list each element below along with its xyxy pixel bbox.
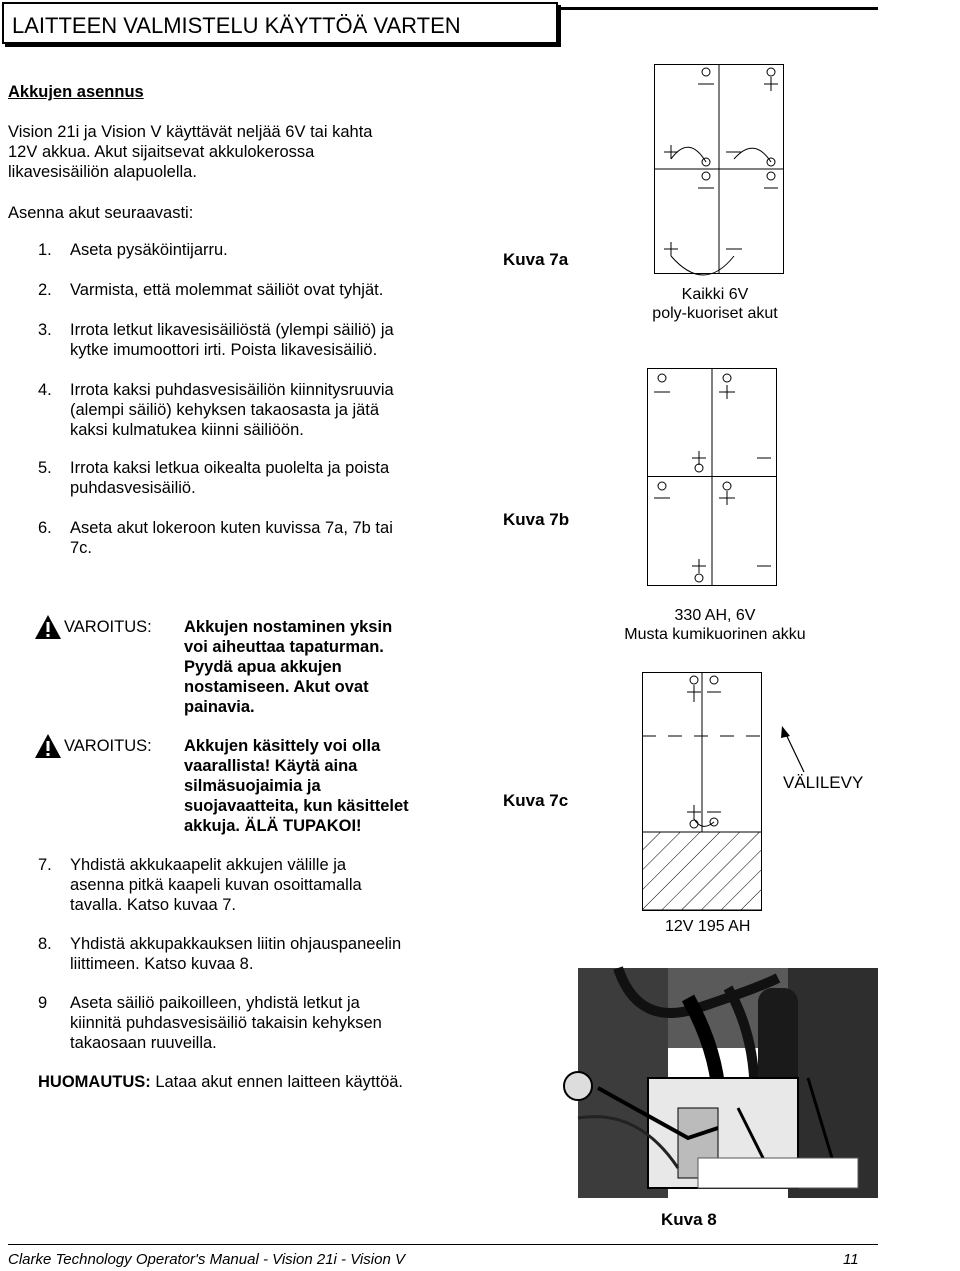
step-number: 2.: [38, 281, 52, 299]
step-line: kiinnitä puhdasvesisäiliö takaisin kehyksen: [70, 1014, 382, 1032]
header-rule: [558, 7, 878, 10]
battery-compartment-photo: [578, 968, 878, 1198]
page-number: 11: [843, 1251, 859, 1268]
steps-list-b: [0, 0, 480, 1060]
caption-line: Kaikki 6V: [681, 286, 749, 303]
note: [38, 1072, 403, 1092]
step-line: 7c.: [70, 539, 93, 557]
figure-7c-caption: [600, 606, 830, 644]
step-number: 6.: [38, 519, 52, 537]
note-label: HUOMAUTUS:: [38, 1073, 151, 1091]
step-text: [70, 993, 450, 1053]
warning-line: akkuja. ÄLÄ TUPAKOI!: [184, 817, 362, 835]
caption-line: poly-kuoriset akut: [652, 305, 778, 322]
figure-7a-label: Kuva 7a: [503, 250, 569, 269]
figure-7b-label: Kuva 7b: [503, 510, 570, 529]
warning-line: painavia.: [184, 698, 255, 716]
step-line: tavalla. Katso kuvaa 7.: [70, 896, 237, 914]
step-text: [70, 934, 450, 974]
battery-diagram-7b: [647, 368, 777, 586]
step-line: puhdasvesisäiliö.: [70, 479, 196, 497]
step-line: Varmista, että molemmat säiliöt ovat tyhjät.: [70, 281, 384, 299]
caption-line: 330 AH, 6V: [674, 607, 756, 624]
footer-rule: [8, 1244, 878, 1245]
figure-7a-caption: [640, 285, 790, 323]
step-line: Irrota letkut likavesisäiliöstä (ylempi säiliö) ja: [70, 321, 394, 339]
step-line: Aseta säiliö paikoilleen, yhdistä letkut ja: [70, 994, 360, 1012]
battery-diagram-7a: [654, 64, 784, 274]
intro-line: Vision 21i ja Vision V käyttävät neljää 6V tai kahta: [8, 123, 373, 141]
step-line: kaksi kulmatukea kiinni säiliöön.: [70, 421, 304, 439]
page-title: LAITTEEN VALMISTELU KÄYTTÖÄ VARTEN: [12, 13, 461, 38]
warning-line: silmäsuojaimia ja: [184, 777, 321, 795]
step-number: 7.: [38, 856, 52, 874]
step-line: Aseta akut lokeroon kuten kuvissa 7a, 7b tai: [70, 519, 393, 537]
step-line: kytke imumoottori irti. Poista likavesisäiliö.: [70, 341, 378, 359]
figure-7c-label: Kuva 7c: [503, 791, 569, 810]
step-number: 1.: [38, 241, 52, 259]
step-line: Aseta pysäköintijarru.: [70, 241, 228, 259]
section-heading: Akkujen asennus: [8, 83, 144, 101]
intro-lead: Asenna akut seuraavasti:: [8, 204, 194, 222]
step-line: (alempi säiliö) kehyksen takaosasta ja jätä: [70, 401, 380, 419]
battery-diagram-7c: [642, 672, 762, 912]
warning-label: VAROITUS:: [64, 737, 152, 755]
step-line: Yhdistä akkupakkauksen liitin ohjauspaneelin: [70, 935, 402, 953]
step-line: takaosaan ruuveilla.: [70, 1034, 217, 1052]
intro-line: 12V akkua. Akut sijaitsevat akkulokerossa: [8, 143, 315, 161]
step-line: Yhdistä akkukaapelit akkujen välille ja: [70, 856, 347, 874]
step-line: Irrota kaksi puhdasvesisäiliön kiinnitysruuvia: [70, 381, 394, 399]
intro-line: likavesisäiliön alapuolella.: [8, 163, 197, 181]
note-text: Lataa akut ennen laitteen käyttöä.: [150, 1073, 404, 1091]
figure-8-label: Kuva 8: [661, 1210, 717, 1229]
warning-line: Akkujen nostaminen yksin: [184, 618, 393, 636]
step-line: asenna pitkä kaapeli kuvan osoittamalla: [70, 876, 362, 894]
step-text: [70, 855, 450, 915]
warning-label: VAROITUS:: [64, 618, 152, 636]
warning-line: voi aiheuttaa tapaturman.: [184, 638, 384, 656]
step-number: 4.: [38, 381, 52, 399]
step-number: 5.: [38, 459, 52, 477]
step-line: liittimeen. Katso kuvaa 8.: [70, 955, 254, 973]
step-number: 3.: [38, 321, 52, 339]
warning-line: Akkujen käsittely voi olla: [184, 737, 381, 755]
warning-line: vaarallista! Käytä aina: [184, 757, 358, 775]
step-line: Irrota kaksi letkua oikealta puolelta ja poista: [70, 459, 390, 477]
step-number: 8.: [38, 935, 52, 953]
step-number: 9: [38, 994, 48, 1012]
warning-line: Pyydä apua akkujen: [184, 658, 342, 676]
warning-line: nostamiseen. Akut ovat: [184, 678, 369, 696]
battery-12v-label: 12V 195 AH: [665, 918, 751, 935]
footer-title: Clarke Technology Operator's Manual - Vision 21i - Vision V: [8, 1251, 405, 1268]
caption-line: Musta kumikuorinen akku: [624, 626, 806, 643]
warning-line: suojavaatteita, kun käsittelet: [184, 797, 409, 815]
divider-arrow: [778, 724, 818, 774]
divider-label: VÄLILEVY: [783, 773, 864, 792]
